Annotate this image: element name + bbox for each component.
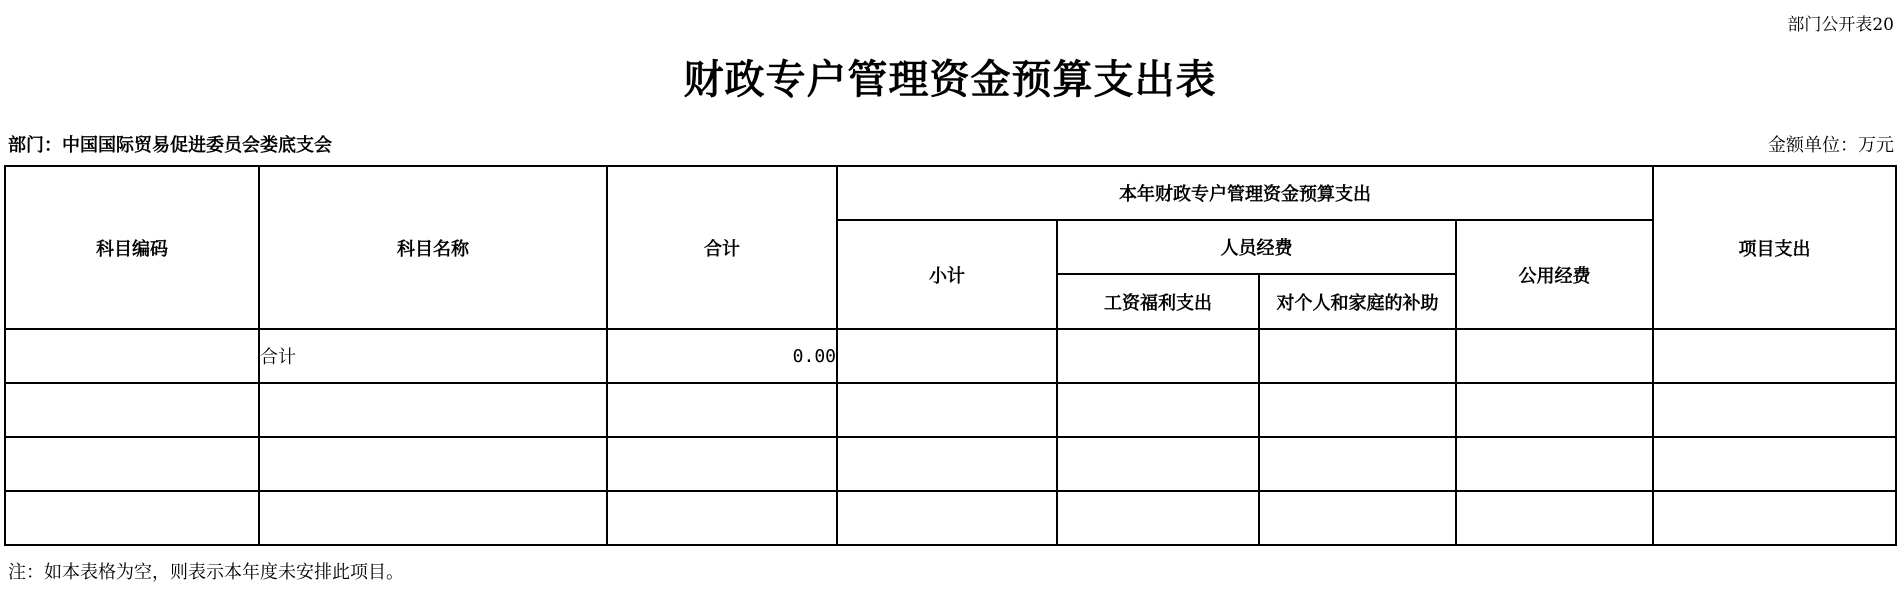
cell-project	[1653, 491, 1896, 545]
cell-total	[607, 491, 837, 545]
header-wages-welfare: 工资福利支出	[1057, 274, 1259, 329]
cell-wages	[1057, 491, 1259, 545]
cell-total	[607, 383, 837, 437]
page-title: 财政专户管理资金预算支出表	[683, 56, 1217, 103]
cell-name: 合计	[259, 329, 607, 383]
table-row	[5, 383, 1896, 437]
cell-subtotal	[837, 491, 1057, 545]
cell-subsidy	[1259, 491, 1456, 545]
cell-total: 0.00	[607, 329, 837, 383]
cell-wages	[1057, 329, 1259, 383]
cell-public	[1456, 383, 1653, 437]
cell-public	[1456, 437, 1653, 491]
cell-code	[5, 329, 259, 383]
header-total: 合计	[607, 166, 837, 329]
cell-name	[259, 383, 607, 437]
cell-subtotal	[837, 383, 1057, 437]
cell-code	[5, 383, 259, 437]
header-personnel-group: 人员经费	[1057, 220, 1456, 274]
cell-total	[607, 437, 837, 491]
cell-public	[1456, 329, 1653, 383]
cell-project	[1653, 383, 1896, 437]
budget-table	[4, 165, 1897, 546]
cell-subsidy	[1259, 329, 1456, 383]
table-number: 部门公开表20	[1787, 15, 1894, 35]
header-project-expenditure: 项目支出	[1653, 166, 1896, 329]
cell-project	[1653, 329, 1896, 383]
table-row	[5, 329, 1896, 383]
header-subject-code: 科目编码	[5, 166, 259, 329]
cell-name	[259, 437, 607, 491]
header-current-year-group: 本年财政专户管理资金预算支出	[837, 166, 1653, 220]
cell-subsidy	[1259, 383, 1456, 437]
cell-subtotal	[837, 329, 1057, 383]
cell-project	[1653, 437, 1896, 491]
cell-subtotal	[837, 437, 1057, 491]
cell-code	[5, 491, 259, 545]
cell-wages	[1057, 383, 1259, 437]
amount-unit-label: 金额单位：万元	[1768, 135, 1894, 156]
department-label: 部门：中国国际贸易促进委员会娄底支会	[8, 135, 332, 156]
cell-name	[259, 491, 607, 545]
cell-wages	[1057, 437, 1259, 491]
header-subtotal: 小计	[837, 220, 1057, 329]
footnote: 注：如本表格为空，则表示本年度未安排此项目。	[8, 562, 404, 583]
cell-public	[1456, 491, 1653, 545]
table-row	[5, 437, 1896, 491]
header-subject-name: 科目名称	[259, 166, 607, 329]
header-family-subsidy: 对个人和家庭的补助	[1259, 274, 1456, 329]
table-row	[5, 491, 1896, 545]
header-public-funds: 公用经费	[1456, 220, 1653, 329]
cell-code	[5, 437, 259, 491]
cell-subsidy	[1259, 437, 1456, 491]
